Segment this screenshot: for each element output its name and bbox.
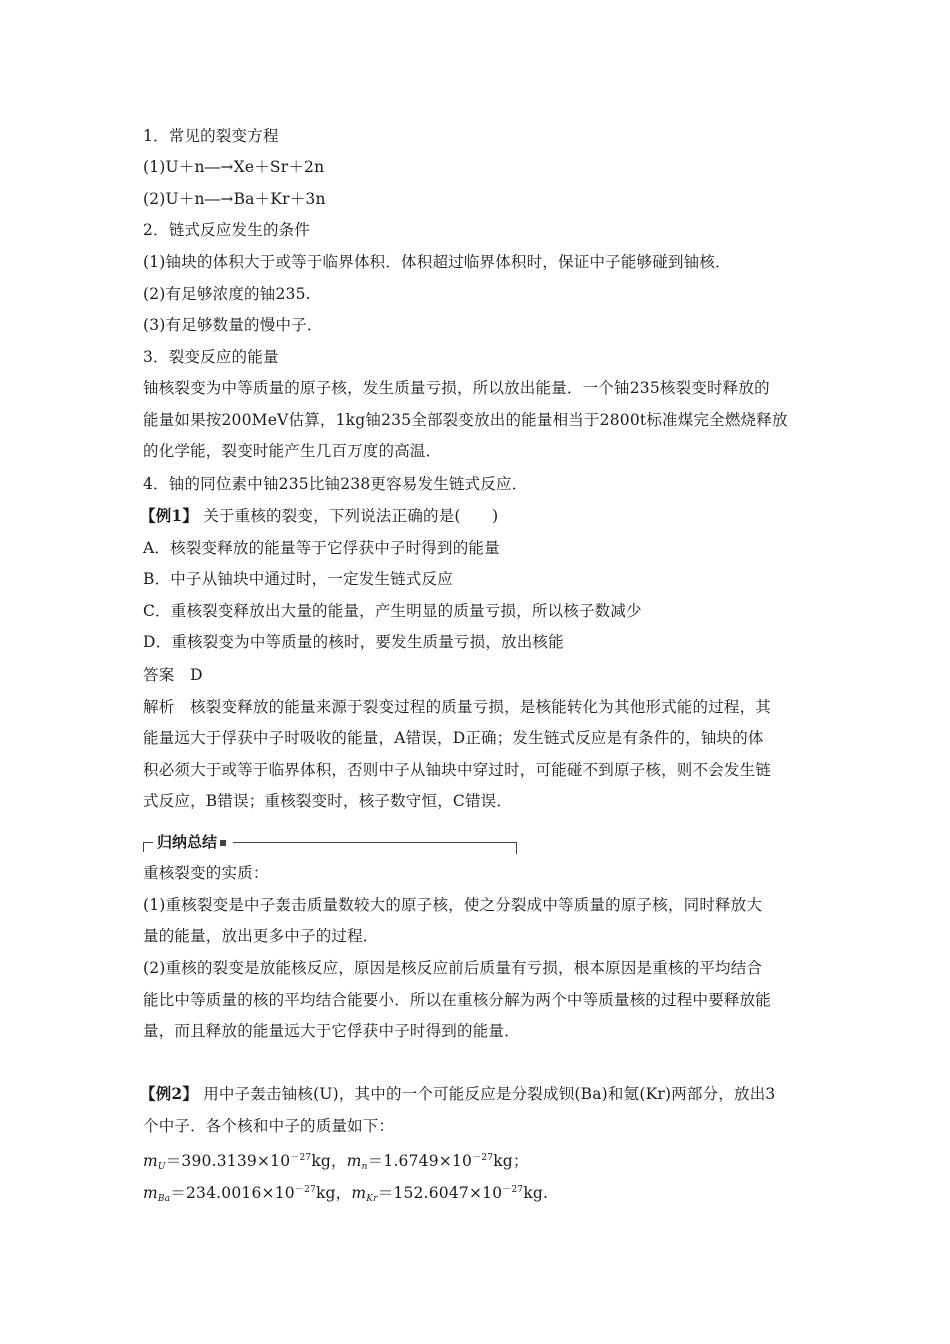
mass-n-symbol: m [346, 1152, 362, 1170]
mass-kr-unit: kg. [523, 1184, 549, 1202]
example-1-question [140, 506, 498, 526]
summary-line-3: 量的能量，放出更多中子的过程． [143, 927, 379, 945]
mass-u-subscript: U [157, 1162, 166, 1172]
example-1-tag: 【例1】 [140, 506, 199, 525]
summary-line-6: 量，而且释放的能量远大于它俘获中子时得到的能量． [143, 1022, 520, 1040]
condition-line-1: (1)铀块的体积大于或等于临界体积．体积超过临界体积时，保证中子能够碰到铀核． [143, 253, 731, 271]
example-1-analysis-line-2: 能量远大于俘获中子时吸收的能量，A错误，D正确；发生链式反应是有条件的，铀块的体 [143, 729, 764, 747]
summary-line-5: 能比中等质量的核的平均结合能要小．所以在重核分解为两个中等质量核的过程中要释放能 [143, 991, 772, 1009]
example-2-question-line-2: 个中子．各个核和中子的质量如下： [143, 1117, 395, 1135]
section-heading-energy: 3．裂变反应的能量 [143, 348, 279, 366]
section-heading-fission-equations: 1．常见的裂变方程 [143, 127, 279, 145]
summary-header-bar [143, 832, 521, 854]
mass-ba-unit: kg， [315, 1184, 352, 1202]
energy-paragraph-line-2: 能量如果按200MeV估算，1kg铀235全部裂变放出的能量相当于2800t标准煤完全燃烧释放 [143, 411, 788, 429]
summary-line-4: (2)重核的裂变是放能核反应，原因是核反应前后质量有亏损，根本原因是重核的平均结合 [143, 959, 763, 977]
summary-divider-right-tick [516, 842, 517, 854]
energy-paragraph-line-3: 的化学能，裂变时能产生几百万度的高温． [143, 442, 442, 460]
mass-ba-symbol: m [143, 1184, 158, 1202]
example-1-analysis-line-4: 式反应，B错误；重核裂变时，核子数守恒，C错误． [143, 792, 513, 810]
summary-line-1: 重核裂变的实质： [143, 864, 269, 882]
summary-line-2: (1)重核裂变是中子轰击质量数较大的原子核，使之分裂成中等质量的原子核，同时释放大 [143, 896, 763, 914]
summary-label-text: 归纳总结 [157, 833, 218, 851]
example-1-answer: 答案 D [143, 666, 203, 684]
section-heading-isotope: 4．铀的同位素中铀235比铀238更容易发生链式反应． [143, 475, 528, 493]
example-1-option-a: A．核裂变释放的能量等于它俘获中子时得到的能量 [143, 539, 500, 557]
mass-u-value: ＝390.3139×10 [165, 1152, 291, 1170]
example-1-option-d: D．重核裂变为中等质量的核时，要发生质量亏损，放出核能 [143, 633, 564, 651]
mass-kr-symbol: m [351, 1184, 367, 1202]
mass-kr-value: ＝152.6047×10 [377, 1184, 503, 1202]
equation-line-2: (2)U＋n―→Ba＋Kr＋3n [143, 190, 326, 208]
mass-ba-exponent: －27 [294, 1185, 316, 1195]
mass-ba-subscript: Ba [157, 1194, 171, 1204]
example-1-analysis-line-1: 解析 核裂变释放的能量来源于裂变过程的质量亏损，是核能转化为其他形式能的过程，其 [143, 698, 772, 716]
example-1-option-c: C．重核裂变释放出大量的能量，产生明显的质量亏损，所以核子数减少 [143, 602, 642, 620]
mass-n-value: ＝1.6749×10 [367, 1152, 473, 1170]
mass-u-exponent: －27 [290, 1153, 312, 1163]
square-bullet-icon [220, 840, 226, 846]
mass-n-unit: kg； [493, 1152, 529, 1170]
example-2-question-line-1 [140, 1084, 775, 1104]
example-1-question-text: 关于重核的裂变，下列说法正确的是( ) [203, 507, 499, 525]
mass-n-subscript: n [361, 1162, 368, 1172]
mass-n-exponent: －27 [472, 1153, 494, 1163]
condition-line-3: (3)有足够数量的慢中子． [143, 316, 323, 334]
mass-kr-exponent: －27 [502, 1185, 524, 1195]
energy-paragraph-line-1: 铀核裂变为中等质量的原子核，发生质量亏损，所以放出能量．一个铀235核裂变时释放的 [143, 379, 770, 397]
equation-line-1: (1)U＋n―→Xe＋Sr＋2n [143, 158, 325, 176]
condition-line-2: (2)有足够浓度的铀235. [143, 285, 311, 303]
mass-u-unit: kg， [311, 1152, 347, 1170]
example-2-mass-line-2 [143, 1180, 548, 1209]
mass-ba-value: ＝234.0016×10 [170, 1184, 295, 1202]
section-heading-chain-reaction: 2．链式反应发生的条件 [143, 221, 311, 239]
mass-u-symbol: m [143, 1152, 158, 1170]
example-2-mass-line-1 [143, 1148, 529, 1177]
example-1-analysis-line-3: 积必须大于或等于临界体积，否则中子从铀块中穿过时，可能碰不到原子核，则不会发生链 [143, 761, 772, 779]
summary-divider-left-tick [143, 842, 144, 852]
summary-label [153, 832, 233, 852]
example-2-tag: 【例2】 [140, 1084, 199, 1103]
example-1-option-b: B．中子从铀块中通过时，一定发生链式反应 [143, 570, 453, 588]
example-2-question-text: 用中子轰击铀核(U)，其中的一个可能反应是分裂成钡(Ba)和氪(Kr)两部分，放出3 [203, 1085, 776, 1103]
mass-kr-subscript: Kr [366, 1194, 378, 1204]
